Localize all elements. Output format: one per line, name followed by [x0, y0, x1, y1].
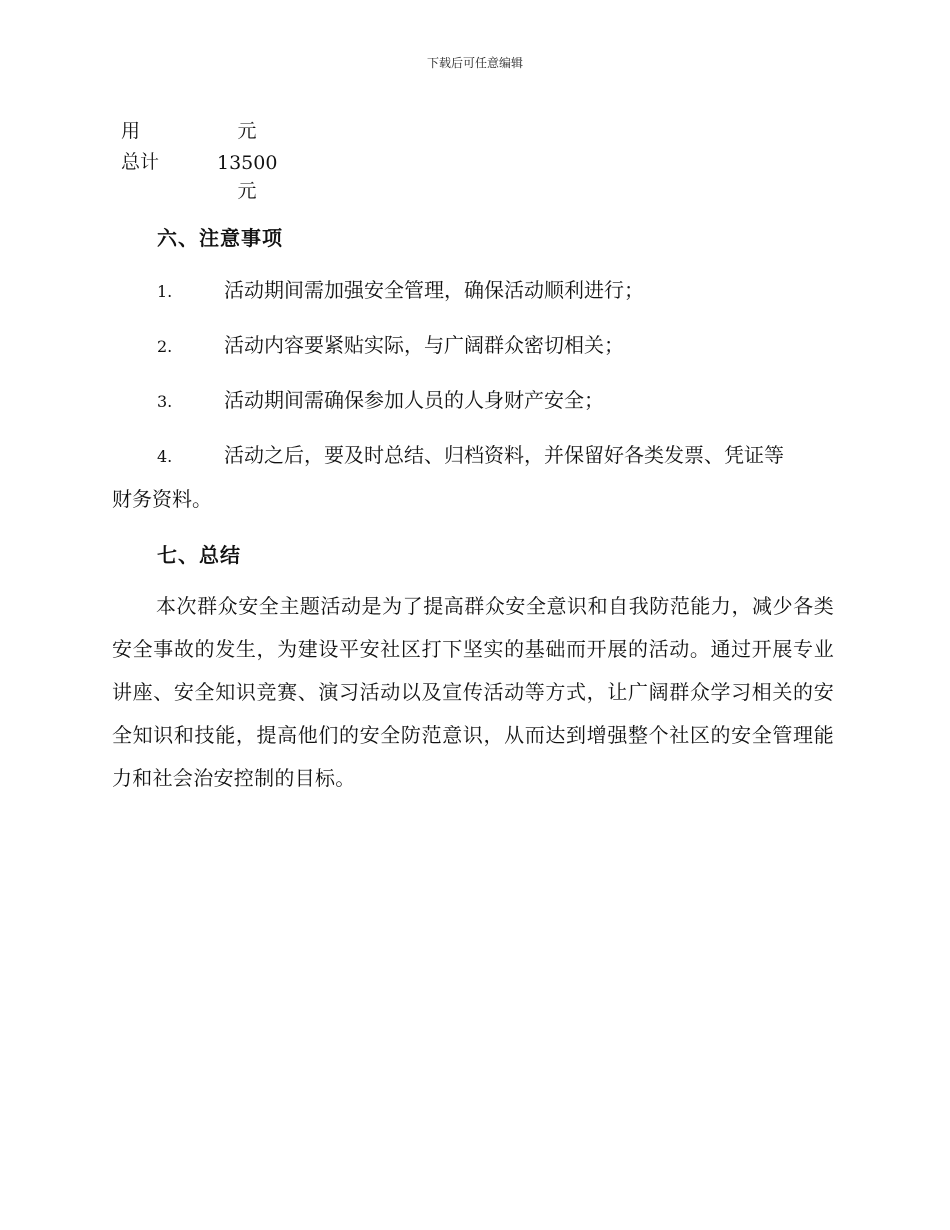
list-text: 活动期间需确保参加人员的人身财产安全； — [224, 388, 604, 412]
list-number: 4. — [157, 447, 173, 466]
list-text: 活动之后，要及时总结、归档资料，并保留好各类发票、凭证等 — [224, 443, 784, 467]
section-title-notes: 六、注意事项 — [157, 226, 283, 250]
list-text: 活动内容要紧贴实际，与广阔群众密切相关； — [224, 333, 624, 357]
list-item — [112, 434, 834, 520]
budget-label: 用 — [121, 120, 141, 142]
list-number: 2. — [157, 337, 173, 356]
budget-row — [121, 116, 277, 147]
section-title-summary: 七、总结 — [157, 543, 241, 567]
budget-total-label: 总计 — [121, 151, 160, 173]
page-header: 下载后可任意编辑 — [426, 56, 523, 70]
budget-total-unit: 元 — [237, 180, 257, 202]
list-text: 活动期间需加强安全管理，确保活动顺利进行； — [224, 278, 644, 302]
list-text-continuation: 财务资料。 — [112, 487, 212, 511]
list-number: 1. — [157, 282, 173, 301]
list-item — [112, 379, 834, 423]
list-item — [112, 269, 834, 313]
budget-value: 元 — [237, 120, 257, 142]
summary-paragraph: 本次群众安全主题活动是为了提高群众安全意识和自我防范能力，减少各类安全事故的发生，为建设平安社区打下坚实的基础而开展的活动。通过开展专业讲座、安全知识竞赛、演习活动以及宣传活动等方式，让广阔群众学习相关的安全知识和技能，提高他们的安全防范意识，从而达到增强整个社区的安全管理能力和社会治安控制的目标。 — [112, 594, 834, 790]
budget-table — [121, 116, 277, 205]
list-number: 3. — [157, 392, 173, 411]
budget-total-value — [217, 147, 277, 205]
budget-total-row — [121, 147, 277, 205]
list-item — [112, 324, 834, 368]
budget-total-amount: 13500 — [217, 152, 278, 174]
